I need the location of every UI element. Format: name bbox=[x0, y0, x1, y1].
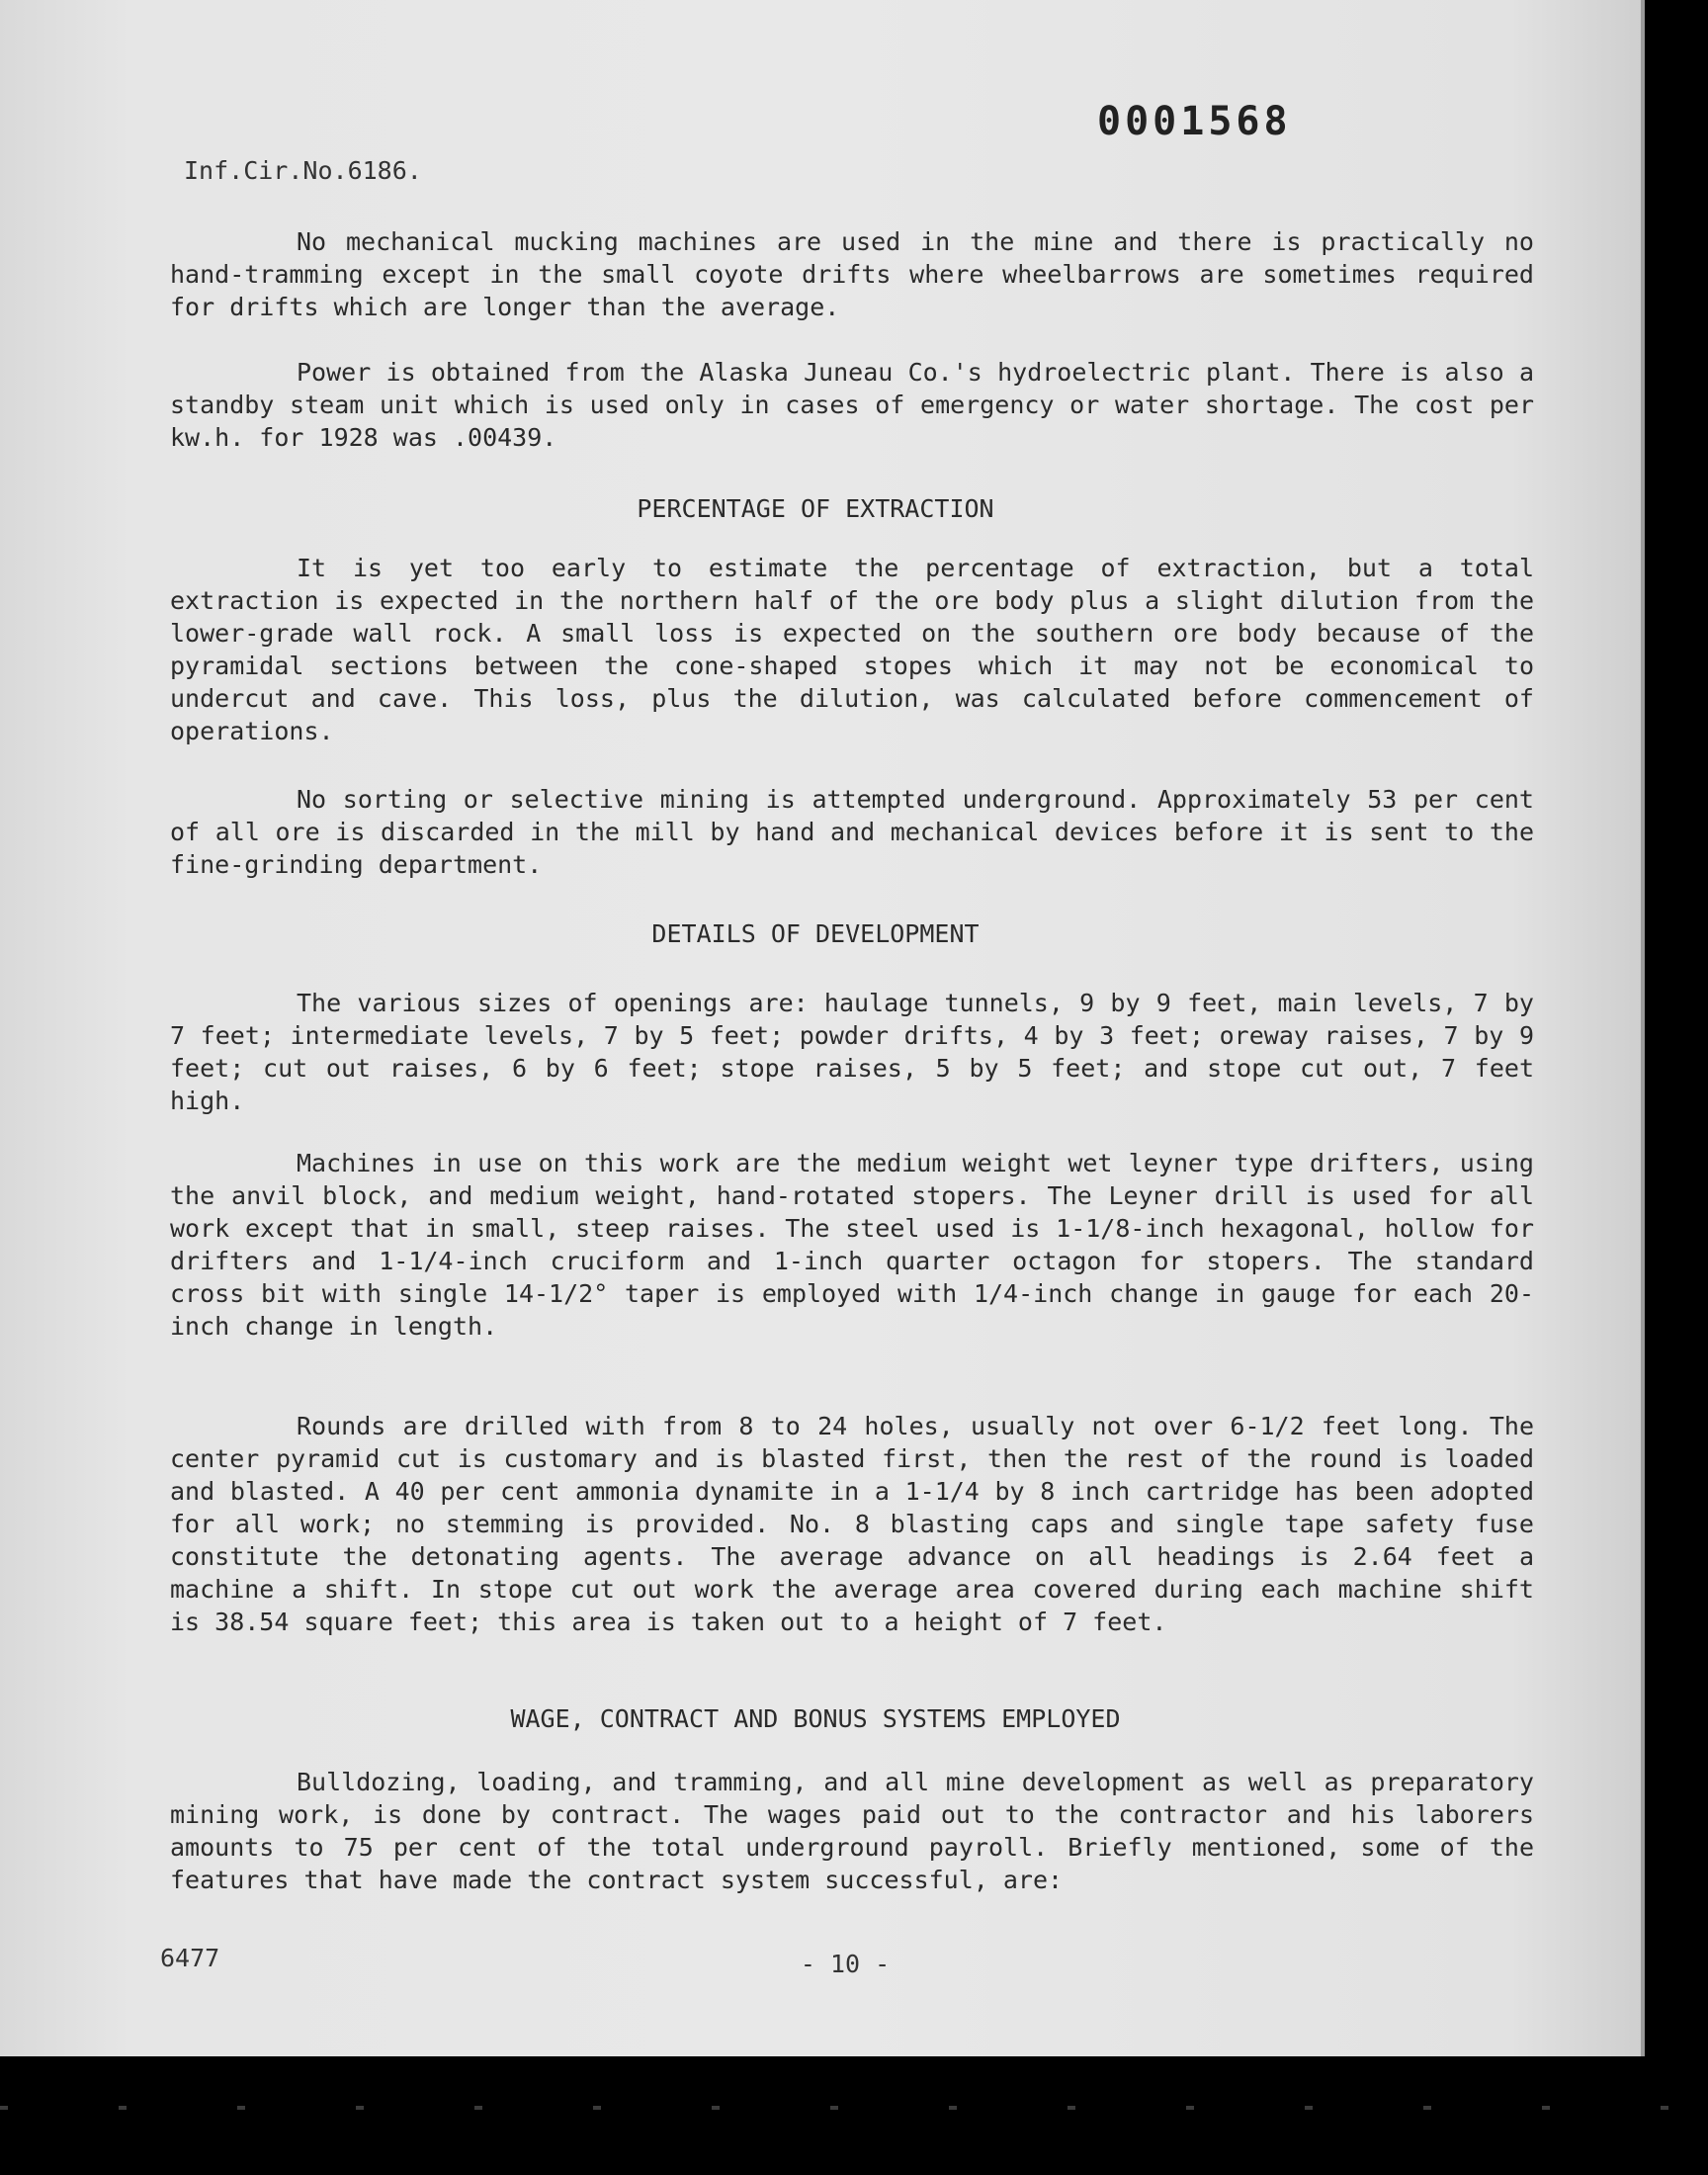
paragraph-openings: The various sizes of openings are: haulage tunnels, 9 by 9 feet, main levels, 7 by 7 feet; intermediate levels, 7 by 5 feet; powder drifts, 4 by 3 feet; oreway raises, 7 by 9 feet; cut out raises, 6 by 6 feet; stope raises, 5 by 5 feet; and stope cut out, 7 feet high. bbox=[170, 989, 1534, 1115]
page-number: - 10 - bbox=[800, 1950, 891, 1978]
footer-code: 6477 bbox=[160, 1944, 220, 1972]
heading-wage-systems: WAGE, CONTRACT AND BONUS SYSTEMS EMPLOYED bbox=[510, 1704, 1121, 1733]
paragraph-mucking: No mechanical mucking machines are used in the mine and there is practically no hand-tramming except in the small coyote drifts where wheelbarrows are sometimes required for drifts which are longer than the average. bbox=[170, 227, 1534, 321]
paragraph-sorting: No sorting or selective mining is attempted underground. Approximately 53 per cent of all ore is discarded in the mill by hand and mechanical devices before it is sent to the fine-grinding department. bbox=[170, 785, 1534, 879]
paragraph-extraction: It is yet too early to estimate the percentage of extraction, but a total extraction is expected in the northern half of the ore body plus a slight dilution from the lower-grade wall rock. A small loss is expected on the southern ore body because of the pyramidal sections between the cone-shaped stopes which it may not be economical to undercut and cave. This loss, plus the dilution, was calculated before commencement of operations. bbox=[170, 554, 1534, 745]
heading-extraction: PERCENTAGE OF EXTRACTION bbox=[637, 494, 994, 523]
heading-development: DETAILS OF DEVELOPMENT bbox=[651, 919, 980, 948]
paragraph-machines: Machines in use on this work are the medium weight wet leyner type drifters, using the anvil block, and medium weight, hand-rotated stopers. The Leyner drill is used for all work except that in small, steep raises. The steel used is 1-1/8-inch hexagonal, hollow for drifters and 1-1/4-inch cruciform and 1-inch quarter octagon for stopers. The standard cross bit with single 14-1/2° taper is employed with 1/4-inch change in gauge for each 20-inch change in length. bbox=[170, 1149, 1534, 1341]
scan-artifact-dashes bbox=[0, 2106, 1708, 2110]
circular-reference: Inf.Cir.No.6186. bbox=[184, 156, 422, 185]
document-number: 0001568 bbox=[1097, 99, 1292, 144]
paragraph-rounds: Rounds are drilled with from 8 to 24 holes, usually not over 6-1/2 feet long. The center pyramid cut is customary and is blasted first, then the rest of the round is loaded and blasted. A 40 per cent ammonia dynamite in a 1-1/4 by 8 inch cartridge has been adopted for all work; no stemming is provided. No. 8 blasting caps and single tape safety fuse constitute the detonating agents. The average advance on all headings is 2.64 feet a machine a shift. In stope cut out work the average area covered during each machine shift is 38.54 square feet; this area is taken out to a height of 7 feet. bbox=[170, 1412, 1534, 1636]
paragraph-power: Power is obtained from the Alaska Juneau Co.'s hydroelectric plant. There is also a standby steam unit which is used only in cases of emergency or water shortage. The cost per kw.h. for 1928 was .00439. bbox=[170, 358, 1534, 452]
paragraph-bulldozing: Bulldozing, loading, and tramming, and all mine development as well as preparatory mining work, is done by contract. The wages paid out to the contractor and his laborers amounts to 75 per cent of the total underground payroll. Briefly mentioned, some of the features that have made the contract system successful, are: bbox=[170, 1768, 1534, 1894]
